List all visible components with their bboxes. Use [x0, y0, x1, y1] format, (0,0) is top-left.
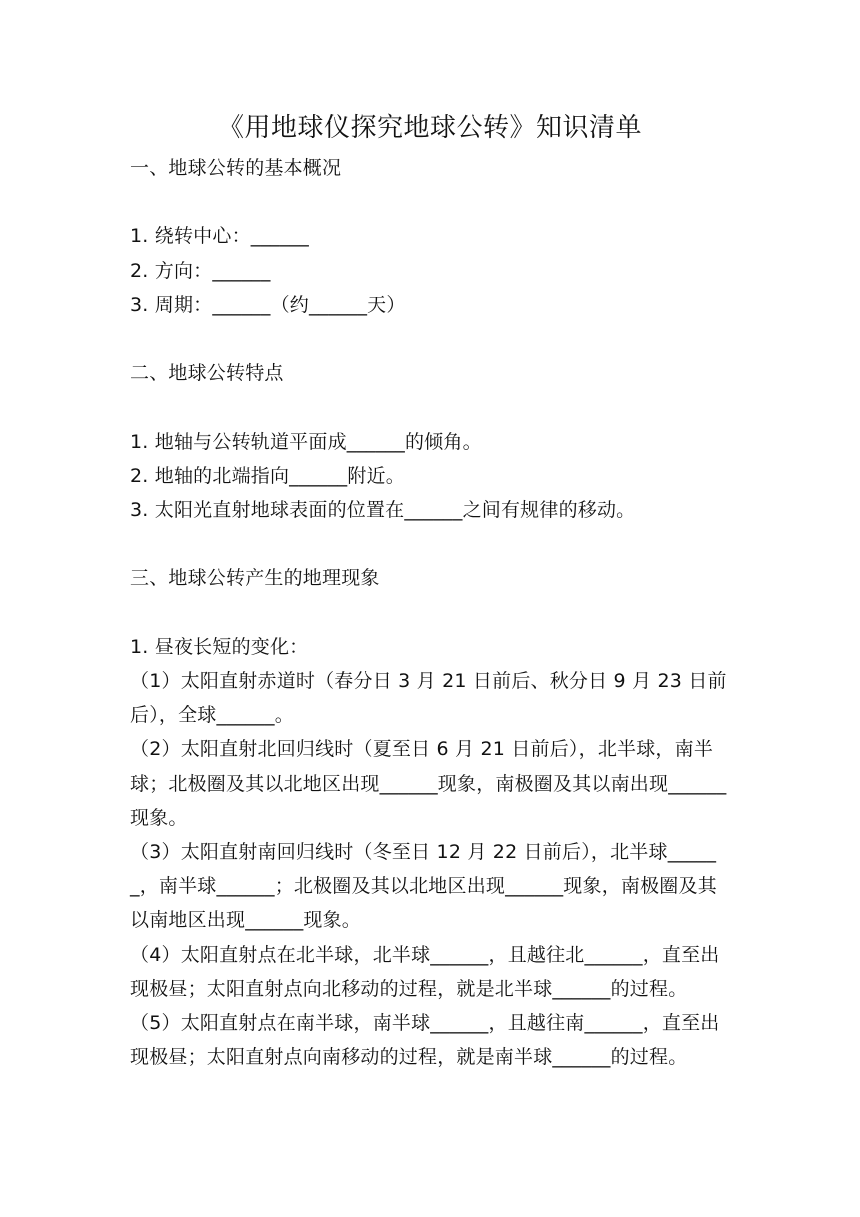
blank-line — [130, 390, 736, 424]
item-direction: 2. 方向：______ — [130, 259, 271, 282]
item-axis-tilt: 1. 地轴与公转轨道平面成______的倾角。 — [130, 430, 482, 453]
item-period: 3. 周期：______（约______天） — [130, 293, 406, 316]
document-body — [130, 151, 736, 1074]
item-direct-sunlight: 3. 太阳光直射地球表面的位置在______之间有规律的移动。 — [130, 498, 636, 521]
item-tropic-capricorn: （3）太阳直射南回归线时（冬至日 12 月 22 日前后），北半球______，南半球______；北极圈及其以北地区出现______现象，南极圈及其以南地区出现______现象。 — [130, 840, 717, 932]
blank-line — [130, 185, 736, 219]
item-axis-north: 2. 地轴的北端指向______附近。 — [130, 464, 405, 487]
item-tropic-cancer: （2）太阳直射北回归线时（夏至日 6 月 21 日前后），北半球，南半球；北极圈及其以北地区出现______现象，南极圈及其以南出现______现象。 — [130, 738, 727, 829]
item-northern-hemisphere: （4）太阳直射点在北半球，北半球______，且越往北______，直至出现极昼；太阳直射点向北移动的过程，就是北半球______的过程。 — [130, 943, 720, 1000]
item-center: 1. 绕转中心：______ — [130, 225, 309, 248]
blank-line — [130, 596, 736, 630]
item-southern-hemisphere: （5）太阳直射点在南半球，南半球______，且越往南______，直至出现极昼；太阳直射点向南移动的过程，就是南半球______的过程。 — [130, 1012, 720, 1069]
document-title: 《用地球仪探究地球公转》知识清单 — [217, 113, 642, 143]
blank-line — [130, 322, 736, 356]
item-equator: （1）太阳直射赤道时（春分日 3 月 21 日前后、秋分日 9 月 23 日前后），全球______。 — [130, 669, 727, 727]
item-day-night-length: 1. 昼夜长短的变化： — [130, 635, 309, 658]
blank-line — [130, 527, 736, 561]
section-heading-phenomena: 三、地球公转产生的地理现象 — [130, 567, 380, 590]
section-heading-basic: 一、地球公转的基本概况 — [130, 157, 342, 179]
section-heading-features: 二、地球公转特点 — [130, 362, 284, 385]
